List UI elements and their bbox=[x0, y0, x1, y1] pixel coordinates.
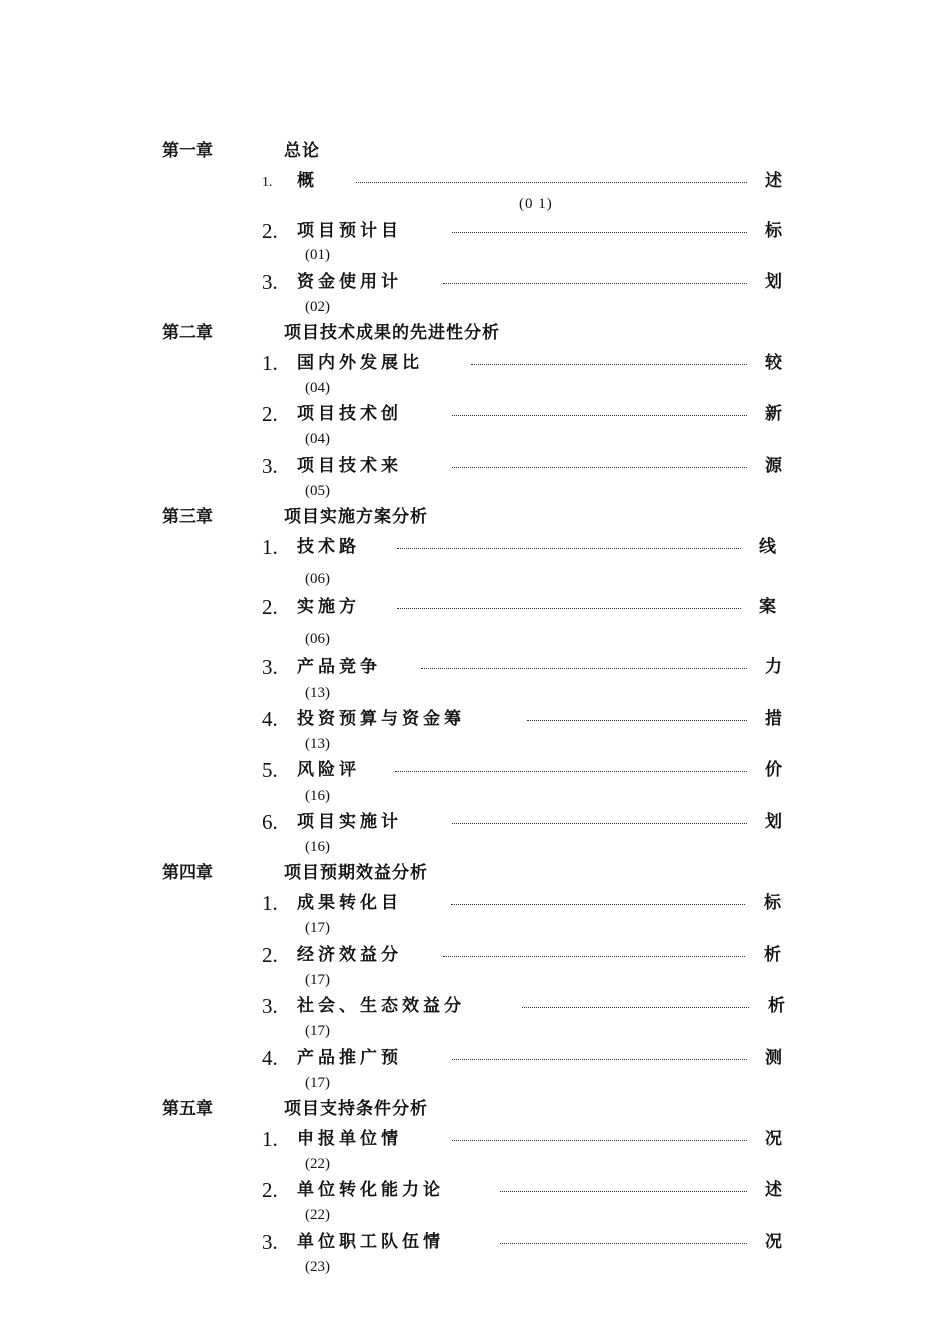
chapter-label: 第二章 bbox=[162, 323, 213, 343]
chapter-4-heading bbox=[162, 861, 428, 885]
page-number: (17) bbox=[305, 1023, 330, 1039]
chapter-2-heading bbox=[162, 321, 500, 345]
entry-number: 1. bbox=[262, 351, 278, 375]
page-number: (16) bbox=[305, 788, 330, 804]
entry-number: 2. bbox=[262, 943, 278, 967]
page-number: (16) bbox=[305, 839, 330, 855]
dot-leader bbox=[522, 1007, 749, 1008]
chapter-label: 第一章 bbox=[162, 141, 213, 161]
page-number: (17) bbox=[305, 972, 330, 988]
page-number: (01) bbox=[305, 247, 330, 263]
dot-leader bbox=[500, 1191, 747, 1192]
chapter-title: 项目支持条件分析 bbox=[284, 1099, 428, 1119]
entry-title: 项目实施计 bbox=[297, 812, 402, 832]
chapter-title: 总论 bbox=[284, 141, 320, 161]
dot-leader bbox=[395, 771, 747, 772]
dot-leader bbox=[452, 467, 747, 468]
page-number: (17) bbox=[305, 920, 330, 936]
entry-number: 5. bbox=[262, 758, 278, 782]
dot-leader bbox=[451, 904, 745, 905]
entry-title: 资金使用计 bbox=[297, 272, 402, 292]
entry-number: 1. bbox=[262, 1127, 278, 1151]
chapter-title: 项目技术成果的先进性分析 bbox=[284, 323, 500, 343]
dot-leader bbox=[421, 668, 747, 669]
page-number: (22) bbox=[305, 1207, 330, 1223]
entry-title: 产品竞争 bbox=[297, 657, 381, 677]
dot-leader bbox=[452, 232, 747, 233]
dot-leader bbox=[500, 1243, 747, 1244]
entry-title: 经济效益分 bbox=[297, 945, 402, 965]
chapter-1-heading bbox=[162, 139, 320, 163]
entry-title-end: 案 bbox=[759, 597, 776, 617]
entry-title: 申报单位情 bbox=[297, 1129, 402, 1149]
entry-title-end: 划 bbox=[765, 272, 782, 292]
page-number: (0 1) bbox=[519, 196, 553, 212]
entry-title: 项目技术创 bbox=[297, 404, 402, 424]
entry-number: 2. bbox=[262, 1178, 278, 1202]
entry-title-end: 措 bbox=[765, 709, 782, 729]
entry-number: 3. bbox=[262, 454, 278, 478]
chapter-3-heading bbox=[162, 505, 428, 529]
entry-title-end: 述 bbox=[765, 171, 782, 191]
page-number: (06) bbox=[305, 571, 330, 587]
dot-leader bbox=[452, 1059, 747, 1060]
entry-title: 单位转化能力论 bbox=[297, 1180, 444, 1200]
entry-title: 实施方 bbox=[297, 597, 360, 617]
entry-title-end: 析 bbox=[764, 945, 781, 965]
entry-number: 3. bbox=[262, 655, 278, 679]
entry-title-end: 力 bbox=[765, 657, 782, 677]
entry-title-end: 线 bbox=[759, 537, 776, 557]
page-number: (02) bbox=[305, 299, 330, 315]
dot-leader bbox=[443, 956, 745, 957]
entry-title-end: 价 bbox=[765, 760, 782, 780]
dot-leader bbox=[397, 548, 741, 549]
chapter-label: 第四章 bbox=[162, 863, 213, 883]
entry-title-end: 较 bbox=[765, 353, 782, 373]
entry-title: 社会、生态效益分 bbox=[297, 996, 465, 1016]
page-number: (13) bbox=[305, 685, 330, 701]
entry-title-end: 况 bbox=[765, 1232, 782, 1252]
entry-number: 2. bbox=[262, 219, 278, 243]
entry-number: 3. bbox=[262, 1230, 278, 1254]
entry-title: 项目技术来 bbox=[297, 456, 402, 476]
entry-number: 3. bbox=[262, 994, 278, 1018]
entry-title-end: 划 bbox=[765, 812, 782, 832]
page-number: (04) bbox=[305, 431, 330, 447]
dot-leader bbox=[443, 283, 747, 284]
entry-title-end: 况 bbox=[765, 1129, 782, 1149]
page-number: (06) bbox=[305, 631, 330, 647]
entry-number: 4. bbox=[262, 707, 278, 731]
dot-leader bbox=[452, 415, 747, 416]
entry-title: 单位职工队伍情 bbox=[297, 1232, 444, 1252]
entry-title: 概 bbox=[297, 171, 318, 191]
entry-title: 成果转化目 bbox=[297, 893, 402, 913]
chapter-title: 项目实施方案分析 bbox=[284, 507, 428, 527]
entry-title-end: 标 bbox=[764, 893, 781, 913]
dot-leader bbox=[527, 720, 747, 721]
dot-leader bbox=[452, 823, 747, 824]
entry-number: 4. bbox=[262, 1046, 278, 1070]
chapter-label: 第三章 bbox=[162, 507, 213, 527]
entry-number: 1. bbox=[262, 891, 278, 915]
entry-title: 投资预算与资金筹 bbox=[297, 709, 465, 729]
chapter-label: 第五章 bbox=[162, 1099, 213, 1119]
entry-number: 2. bbox=[262, 402, 278, 426]
chapter-5-heading bbox=[162, 1097, 428, 1121]
dot-leader bbox=[397, 608, 741, 609]
entry-title: 项目预计目 bbox=[297, 221, 402, 241]
page-number: (17) bbox=[305, 1075, 330, 1091]
page-number: (04) bbox=[305, 380, 330, 396]
page-number: (23) bbox=[305, 1259, 330, 1275]
entry-title-end: 析 bbox=[768, 996, 785, 1016]
dot-leader bbox=[356, 182, 747, 183]
page-number: (22) bbox=[305, 1156, 330, 1172]
page-number: (13) bbox=[305, 736, 330, 752]
entry-number: 6. bbox=[262, 810, 278, 834]
page-number: (05) bbox=[305, 483, 330, 499]
entry-title: 技术路 bbox=[297, 537, 360, 557]
entry-title-end: 新 bbox=[765, 404, 782, 424]
dot-leader bbox=[452, 1140, 747, 1141]
entry-title-end: 述 bbox=[765, 1180, 782, 1200]
dot-leader bbox=[471, 364, 747, 365]
entry-number: 3. bbox=[262, 270, 278, 294]
entry-number: 1. bbox=[262, 175, 273, 190]
entry-title-end: 测 bbox=[765, 1048, 782, 1068]
entry-title: 产品推广预 bbox=[297, 1048, 402, 1068]
entry-number: 1. bbox=[262, 535, 278, 559]
entry-title-end: 标 bbox=[765, 221, 782, 241]
entry-number: 2. bbox=[262, 595, 278, 619]
chapter-title: 项目预期效益分析 bbox=[284, 863, 428, 883]
entry-title: 风险评 bbox=[297, 760, 360, 780]
entry-title-end: 源 bbox=[765, 456, 782, 476]
entry-title: 国内外发展比 bbox=[297, 353, 423, 373]
